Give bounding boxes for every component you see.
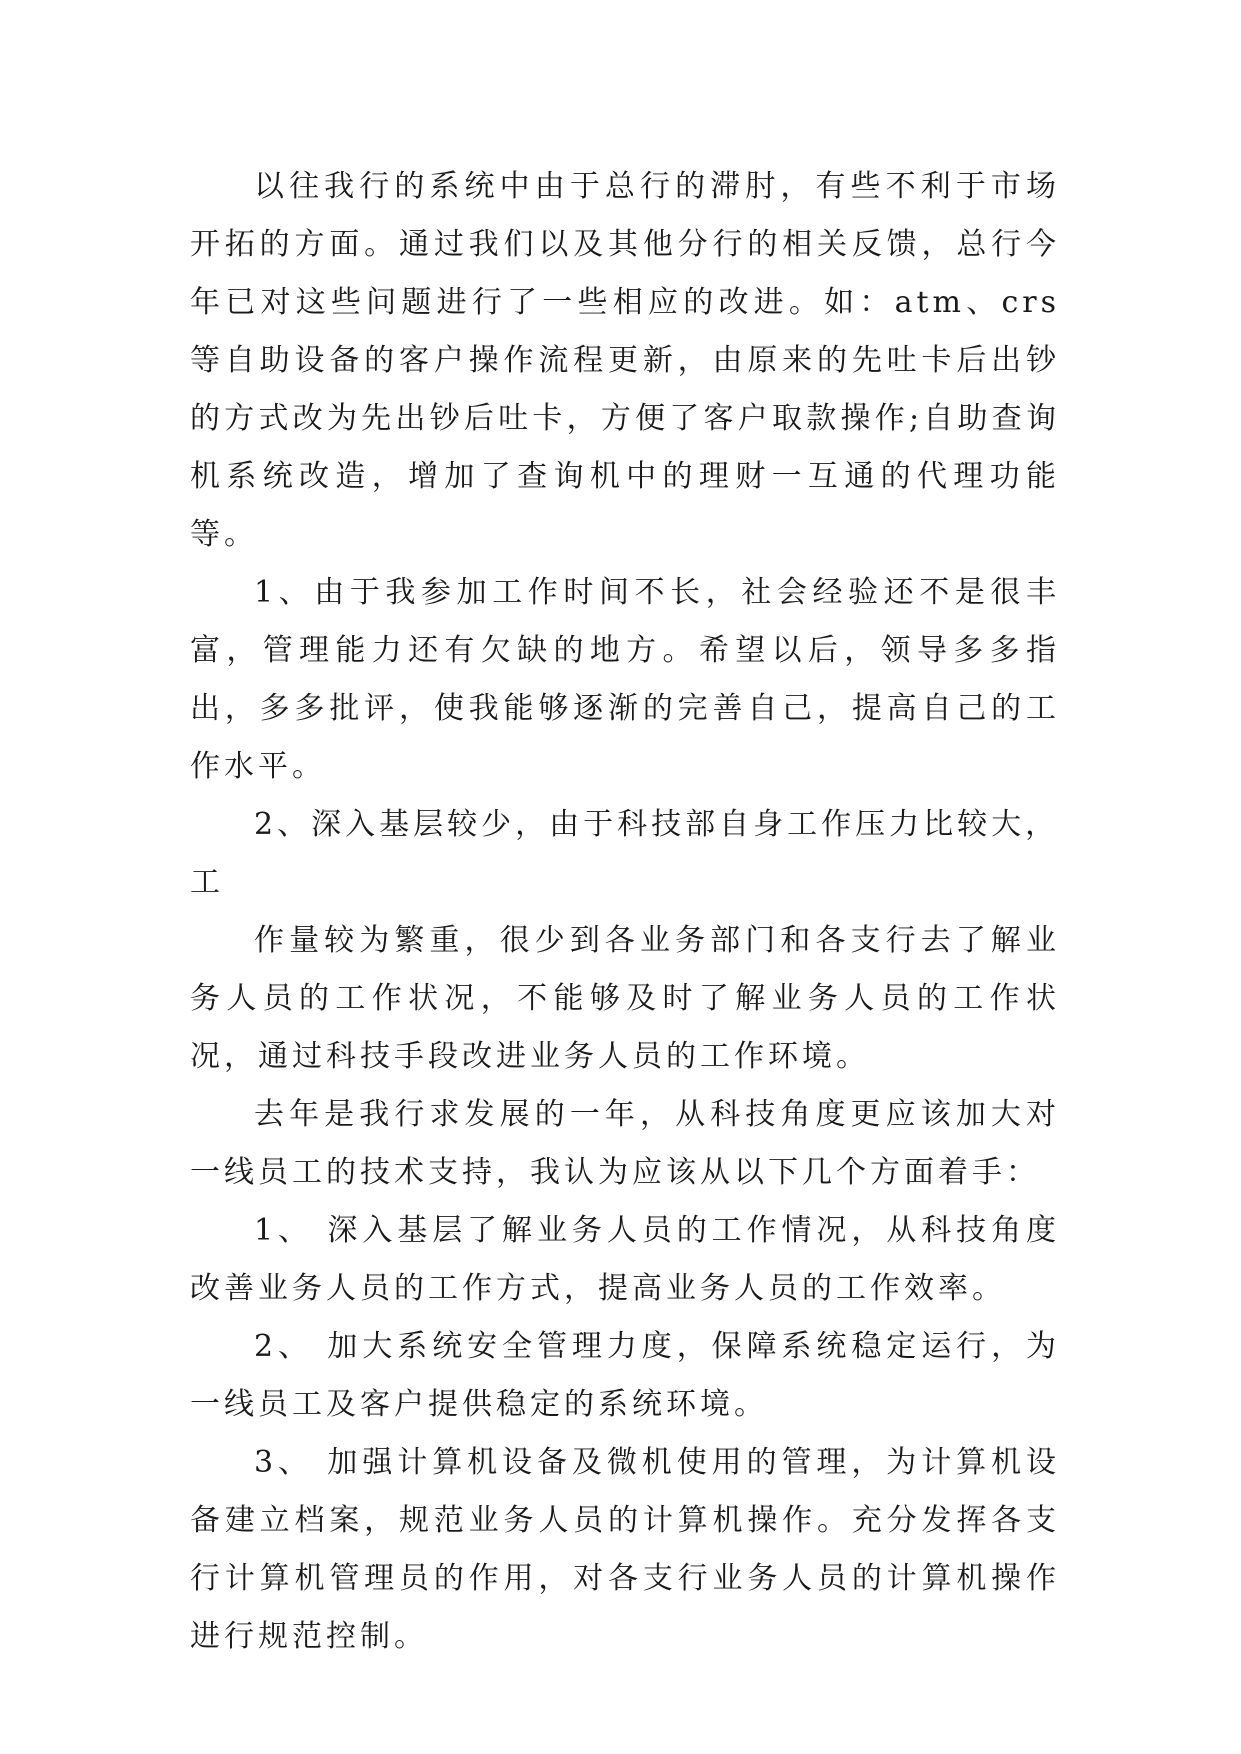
paragraph-fragment: 工 [190,865,224,900]
paragraph-plan-2: 2、 加大系统安全管理力度，保障系统稳定运行，为一线员工及客户提供稳定的系统环境。 [190,1329,1060,1422]
paragraph-shortcoming-1: 1、由于我参加工作时间不长，社会经验还不是很丰富，管理能力还有欠缺的地方。希望以后，领导多多指出，多多批评，使我能够逐渐的完善自己，提高自己的工作水平。 [190,575,1060,784]
paragraph-plan-3: 3、 加强计算机设备及微机使用的管理，为计算机设备建立档案，规范业务人员的计算机操作。充分发挥各支行计算机管理员的作用，对各支行业务人员的计算机操作进行规范控制。 [190,1445,1060,1654]
paragraph-workload: 作量较为繁重，很少到各业务部门和各支行去了解业务人员的工作状况，不能够及时了解业务人员的工作状况，通过科技手段改进业务人员的工作环境。 [190,923,1060,1074]
paragraph-system-improvements: 以往我行的系统中由于总行的滞肘，有些不利于市场开拓的方面。通过我们以及其他分行的相关反馈，总行今年已对这些问题进行了一些相应的改进。如：atm、crs 等自助设备的客户操作流程更新，由原来的先吐卡后出钞的方式改为先出钞后吐卡，方便了客户取款操作;自助查询机系统改造，增加了查询机中的理财一互通的代理功能等。 [190,169,1074,552]
paragraph-plan-intro: 去年是我行求发展的一年，从科技角度更应该加大对一线员工的技术支持，我认为应该从以下几个方面着手： [190,1097,1060,1190]
document-body [190,158,1074,1666]
paragraph-plan-1: 1、 深入基层了解业务人员的工作情况，从科技角度改善业务人员的工作方式，提高业务人员的工作效率。 [190,1213,1060,1306]
paragraph-shortcoming-2: 2、深入基层较少，由于科技部自身工作压力比较大， [254,807,1060,842]
